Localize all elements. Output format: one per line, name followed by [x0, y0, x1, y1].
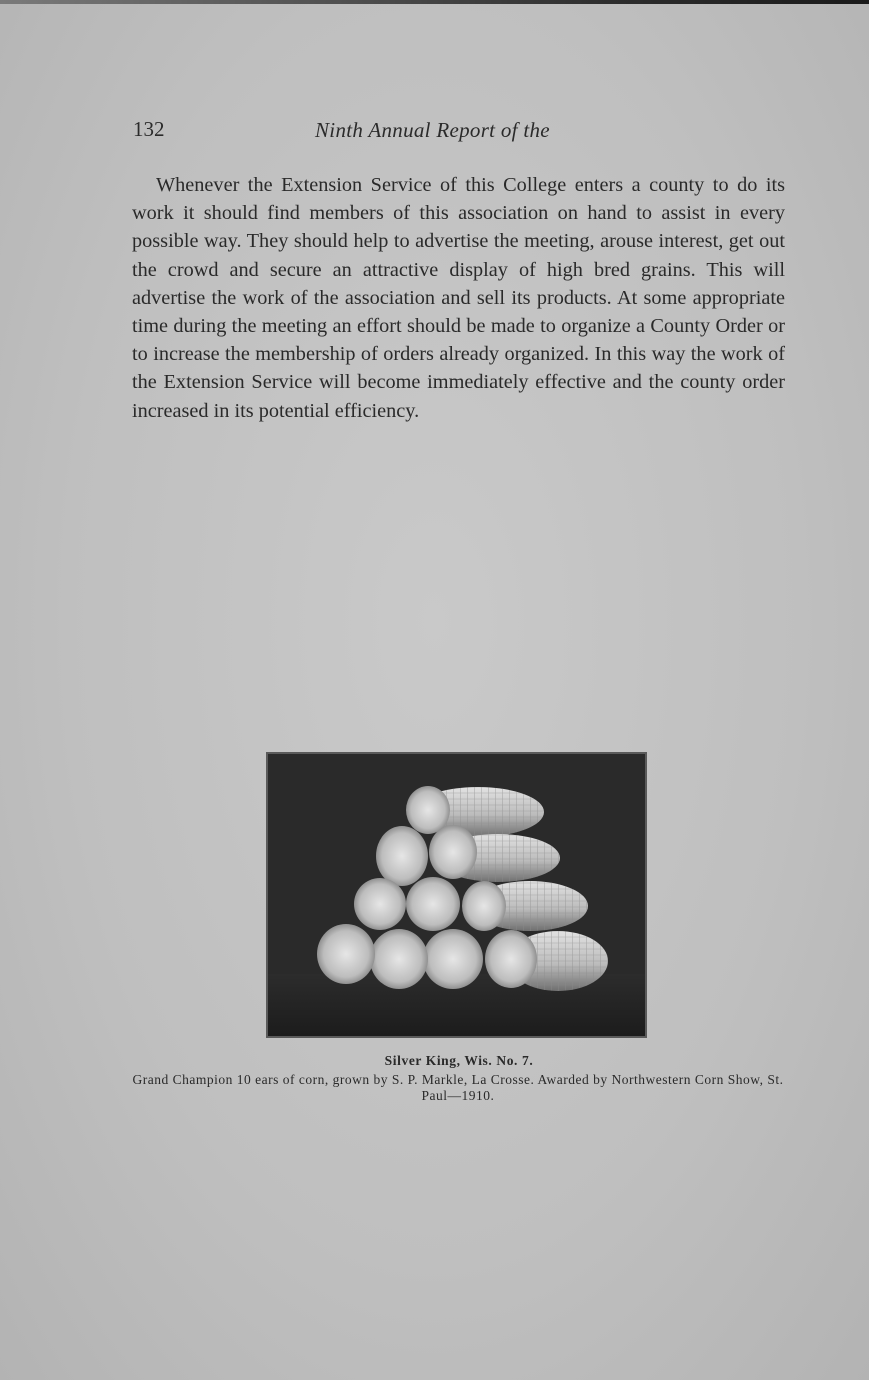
page-number: 132 — [133, 117, 165, 141]
corn-ear — [317, 924, 375, 984]
corn-ears-illustration — [268, 754, 645, 1036]
corn-ear — [354, 878, 406, 930]
corn-ear — [423, 929, 483, 989]
corn-ear — [376, 826, 428, 886]
running-head: Ninth Annual Report of the — [315, 118, 550, 142]
corn-ear — [406, 877, 460, 931]
body-paragraph: Whenever the Extension Service of this College enters a county to do its work it should find members of this association on hand to assist in every possible way. They should help to advertise the meeting, arouse interest, get out the crowd and secure an attractive display of high bred grains. This will advertise the work of the association and sell its products. At some appropriate time during the meeting an effort should be made to organize a County Order or to increase the membership of orders already organized. In this way the work of the Extension Service will become immediately effective and the county order increased in its potential efficiency. — [132, 174, 785, 422]
figure-caption-title: Silver King, Wis. No. 7. — [384, 1053, 534, 1068]
page-top-edge — [0, 0, 869, 4]
corn-ear — [485, 930, 608, 991]
figure-caption-text: Grand Champion 10 ears of corn, grown by S. P. Markle, La Crosse. Awarded by Northwestern Corn Show, St. Paul—1910. — [132, 1072, 784, 1103]
page-header — [133, 117, 785, 147]
corn-ear — [462, 881, 588, 931]
corn-ear — [370, 929, 428, 989]
corn-photograph — [266, 752, 647, 1038]
